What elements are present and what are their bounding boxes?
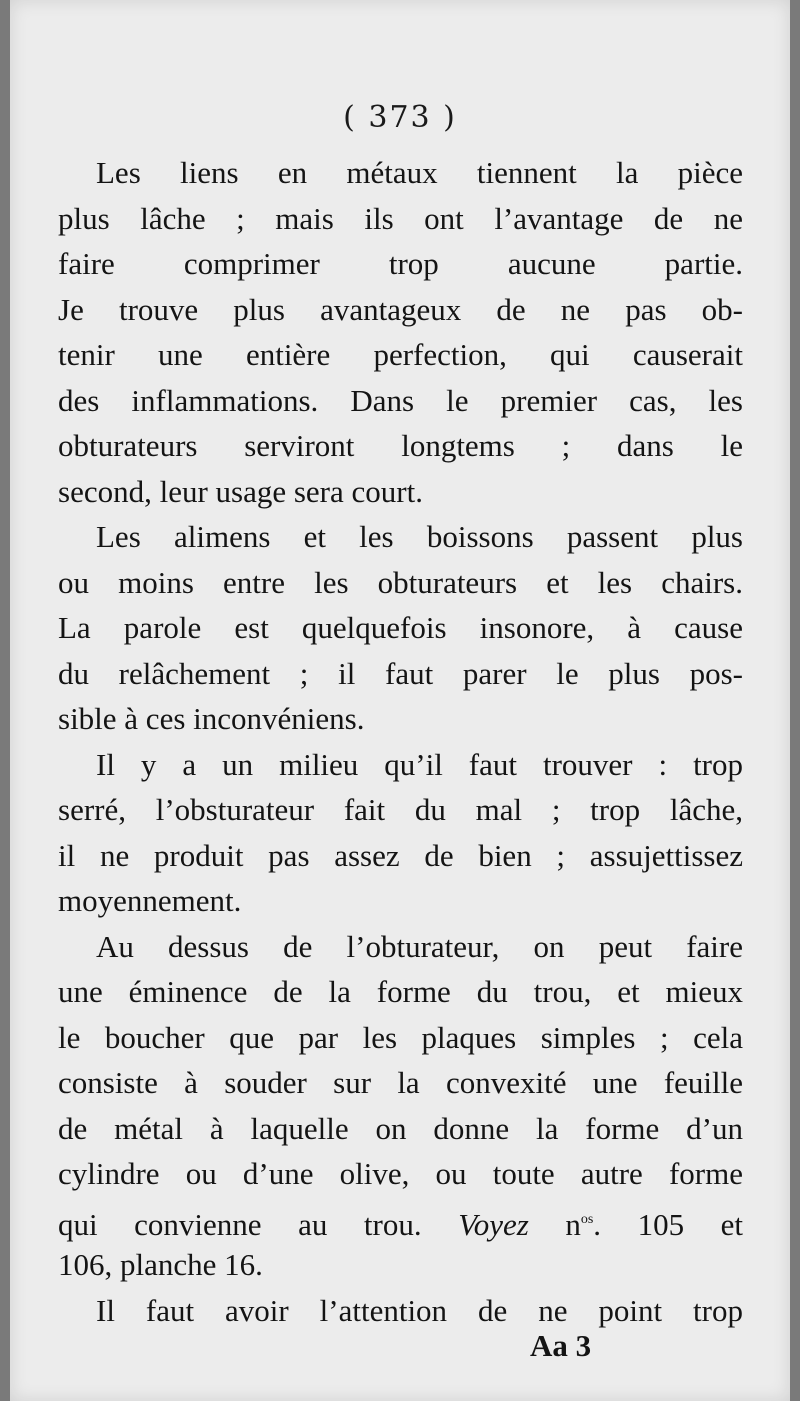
text-line: faire comprimer trop aucune partie. bbox=[58, 246, 743, 281]
text-line: une éminence de la forme du trou, et mieux bbox=[58, 974, 743, 1009]
text-line: de métal à laquelle on donne la forme d’un bbox=[58, 1110, 743, 1146]
text-line: des inflammations. Dans le premier cas, les bbox=[58, 382, 743, 418]
body-text bbox=[58, 150, 743, 1333]
text-line: le boucher que par les plaques simples ; cela bbox=[58, 1019, 743, 1055]
text-line: cylindre ou d’une olive, ou toute autre forme bbox=[58, 1156, 743, 1191]
text-line: Les liens en métaux tiennent la pièce bbox=[96, 155, 743, 190]
text-line: Je trouve plus avantageux de ne pas ob- bbox=[58, 291, 743, 327]
text-line: du relâchement ; il faut parer le plus pos- bbox=[58, 655, 743, 691]
paragraph-2 bbox=[58, 514, 743, 742]
text-line: moyennement. bbox=[58, 883, 242, 918]
text-line: plus lâche ; mais ils ont l’avantage de ne bbox=[58, 200, 743, 236]
reference-numbers: . 105 et bbox=[593, 1206, 744, 1242]
text-line: La parole est quelquefois insonore, à cause bbox=[58, 610, 743, 645]
paragraph-5 bbox=[58, 1288, 743, 1334]
text-line: 106, planche 16. bbox=[58, 1247, 263, 1282]
text-line: Au dessus de l’obturateur, on peut faire bbox=[96, 928, 743, 964]
text-line: sible à ces inconvéniens. bbox=[58, 701, 365, 736]
paragraph-1 bbox=[58, 150, 743, 514]
reference-line bbox=[58, 1197, 743, 1243]
text-line: Il y a un milieu qu’il faut trouver : trop bbox=[96, 746, 743, 782]
text-line: obturateurs serviront longtems ; dans le bbox=[58, 428, 743, 463]
book-page bbox=[10, 0, 790, 1401]
reference-voyez: Voyez bbox=[458, 1206, 529, 1242]
text-line: ou moins entre les obturateurs et les chairs. bbox=[58, 564, 743, 600]
page-number: ( 373 ) bbox=[343, 100, 457, 135]
text-line: consiste à souder sur la convexité une feuille bbox=[58, 1065, 743, 1100]
paragraph-4 bbox=[58, 924, 743, 1288]
text-line: Il faut avoir l’attention de ne point trop bbox=[96, 1292, 743, 1328]
reference-text: qui convienne au trou. bbox=[58, 1206, 422, 1242]
signature-mark: Aa 3 bbox=[530, 1328, 592, 1363]
paragraph-3 bbox=[58, 742, 743, 924]
text-line: serré, l’obsturateur fait du mal ; trop lâche, bbox=[58, 792, 743, 827]
text-line: second, leur usage sera court. bbox=[58, 473, 423, 509]
text-line: Les alimens et les boissons passent plus bbox=[96, 519, 743, 554]
text-line: il ne produit pas assez de bien ; assujettissez bbox=[58, 837, 743, 873]
reference-sup: os bbox=[580, 1211, 594, 1227]
text-line: tenir une entière perfection, qui causerait bbox=[58, 337, 743, 372]
reference-abbr: n bbox=[565, 1206, 581, 1242]
